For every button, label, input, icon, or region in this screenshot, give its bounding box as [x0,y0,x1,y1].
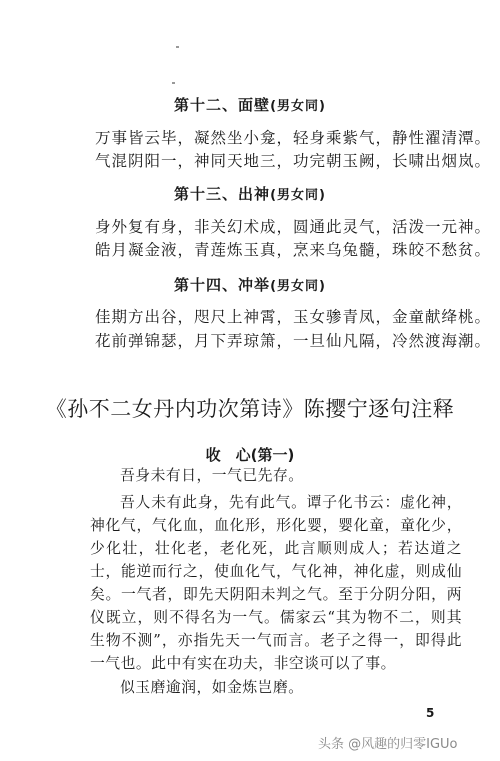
section-title-12 [0,94,500,115]
poem-line: 花前弹锦瑟，月下弄琼箫，一旦仙凡隔，冷然渡海潮。 [95,332,492,350]
section-title-note: (男女同) [270,279,326,294]
section-title-text: 第十二、面壁 [174,96,271,114]
chapter-note: (第一) [250,446,295,464]
poem-line: 皓月凝金液，青莲炼玉真，烹来乌兔髓，珠皎不愁贫。 [95,241,492,259]
page-number: 5 [426,706,435,720]
poem-line: 气混阴阳一，神同天地三，功完朝玉阙，长啸出烟岚。 [95,152,492,170]
commentary-paragraph: 吾人未有此身，先有此气。谭子化书云：虚化神，神化气，气化血，血化形，形化婴，婴化童，童化少，少化壮，壮化老，老化死，此言顺则成人；若达道之士，能逆而行之，使血化气，气化神，神化虚，则成仙矣。一气者，即先天阴阳未判之气。至于分阴分阳，两仪既立，则不得名为一气。儒家云“其为物不二，则其生物不测”，亦指先天一气而言。老子之得一，即得此一气也。此中有实在功夫，非空谈可以了事。 [90,494,462,672]
section-title-text: 第十三、出神 [174,185,271,203]
chapter-title: 收 心 [205,446,251,464]
verse-line: 似玉磨逾润，如金炼岂磨。 [120,679,304,696]
poem-line: 佳期方出谷，咫尺上神霄，玉女骖青凤，金童献绛桃。 [95,308,492,326]
verse-line: 吾身未有日，一气已先存。 [120,467,304,484]
poem-line: 万事皆云毕，凝然坐小龛，轻身乘紫气，静性濯清潭。 [95,129,492,147]
section-title-note: (男女同) [270,99,326,114]
main-title: 《孙不二女丹内功次第诗》陈撄宁逐句注释 [45,397,455,421]
scan-speck [172,82,175,84]
section-title-note: (男女同) [270,188,326,203]
chapter-heading [0,444,500,465]
poem-line: 身外复有身，非关幻术成，圆通此灵气，活泼一元神。 [95,218,492,236]
scan-speck [176,46,179,48]
section-title-13 [0,183,500,204]
section-title-14 [0,274,500,295]
watermark: 头条 @风趣的归零IGUo [318,737,458,752]
section-title-text: 第十四、冲举 [174,276,271,294]
